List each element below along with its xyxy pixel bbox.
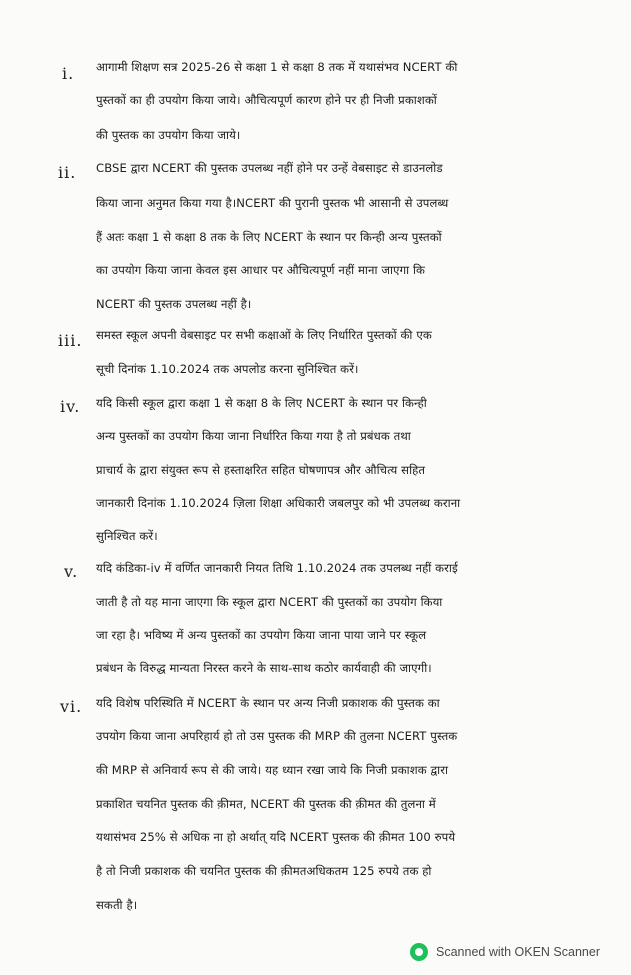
item-marker: iii. bbox=[58, 331, 83, 350]
item-text-line: की MRP से अनिवार्य रूप से की जाये। यह ध्यान रखा जाये कि निजी प्रकाशक द्वारा bbox=[96, 763, 449, 777]
item-text-line: की पुस्तक का उपयोग किया जाये। bbox=[96, 128, 241, 142]
item-marker: v. bbox=[64, 562, 79, 581]
item-text-line: पुस्तकों का ही उपयोग किया जाये। औचित्यपूर्ण कारण होने पर ही निजी प्रकाशकों bbox=[96, 93, 437, 107]
item-text-line: किया जाना अनुमत किया गया है।NCERT की पुरानी पुस्तक भी आसानी से उपलब्ध bbox=[96, 196, 449, 210]
item-marker: i. bbox=[62, 64, 75, 83]
item-text-line: प्रकाशित चयनित पुस्तक की क़ीमत, NCERT की पुस्तक की क़ीमत की तुलना में bbox=[96, 797, 436, 811]
oken-scanner-logo-icon bbox=[410, 943, 428, 961]
item-text-line: सूची दिनांक 1.10.2024 तक अपलोड करना सुनिश्चित करें। bbox=[96, 362, 359, 376]
item-marker: vi. bbox=[60, 697, 83, 716]
item-text-line: जानकारी दिनांक 1.10.2024 ज़िला शिक्षा अधिकारी जबलपुर को भी उपलब्ध कराना bbox=[96, 496, 461, 510]
scanner-watermark-text: Scanned with OKEN Scanner bbox=[436, 945, 600, 959]
item-text-line: NCERT की पुस्तक उपलब्ध नहीं है। bbox=[96, 297, 252, 311]
item-text-line: यदि विशेष परिस्थिति में NCERT के स्थान पर अन्य निजी प्रकाशक की पुस्तक का bbox=[96, 696, 440, 710]
item-text-line: उपयोग किया जाना अपरिहार्य हो तो उस पुस्तक की MRP की तुलना NCERT पुस्तक bbox=[96, 729, 458, 743]
item-text-line: सकती है। bbox=[96, 898, 138, 912]
scanner-watermark bbox=[410, 943, 600, 961]
item-text-line: CBSE द्वारा NCERT की पुस्तक उपलब्ध नहीं होने पर उन्हें वेबसाइट से डाउनलोड bbox=[96, 161, 443, 175]
item-text-line: जाती है तो यह माना जाएगा कि स्कूल द्वारा NCERT की पुस्तकों का उपयोग किया bbox=[96, 595, 443, 609]
item-text-line: प्रबंधन के विरुद्ध मान्यता निरस्त करने के साथ-साथ कठोर कार्यवाही की जाएगी। bbox=[96, 661, 432, 675]
item-text-line: यदि कंडिका-iv में वर्णित जानकारी नियत तिथि 1.10.2024 तक उपलब्ध नहीं कराई bbox=[96, 561, 458, 575]
item-text-line: समस्त स्कूल अपनी वेबसाइट पर सभी कक्षाओं के लिए निर्धारित पुस्तकों की एक bbox=[96, 328, 432, 342]
item-text-line: यदि किसी स्कूल द्वारा कक्षा 1 से कक्षा 8 के लिए NCERT के स्थान पर किन्ही bbox=[96, 396, 427, 410]
item-text-line: है तो निजी प्रकाशक की चयनित पुस्तक की क़ीमतअधिकतम 125 रुपये तक हो bbox=[96, 864, 432, 878]
item-text-line: का उपयोग किया जाना केवल इस आधार पर औचित्यपूर्ण नहीं माना जाएगा कि bbox=[96, 263, 425, 277]
item-text-line: सुनिश्चित करें। bbox=[96, 529, 158, 543]
item-text-line: आगामी शिक्षण सत्र 2025-26 से कक्षा 1 से कक्षा 8 तक में यथासंभव NCERT की bbox=[96, 60, 458, 74]
item-text-line: जा रहा है। भविष्य में अन्य पुस्तकों का उपयोग किया जाना पाया जाने पर स्कूल bbox=[96, 628, 427, 642]
item-marker: iv. bbox=[60, 397, 81, 416]
item-text-line: हैं अतः कक्षा 1 से कक्षा 8 तक के लिए NCERT के स्थान पर किन्ही अन्य पुस्तकों bbox=[96, 230, 442, 244]
item-text-line: यथासंभव 25% से अधिक ना हो अर्थात् यदि NCERT पुस्तक की क़ीमत 100 रुपये bbox=[96, 830, 456, 844]
item-text-line: अन्य पुस्तकों का उपयोग किया जाना निर्धारित किया गया है तो प्रबंधक तथा bbox=[96, 429, 411, 443]
item-marker: ii. bbox=[58, 163, 77, 182]
item-text-line: प्राचार्य के द्वारा संयुक्त रूप से हस्ताक्षरित सहित घोषणापत्र और औचित्य सहित bbox=[96, 463, 426, 477]
